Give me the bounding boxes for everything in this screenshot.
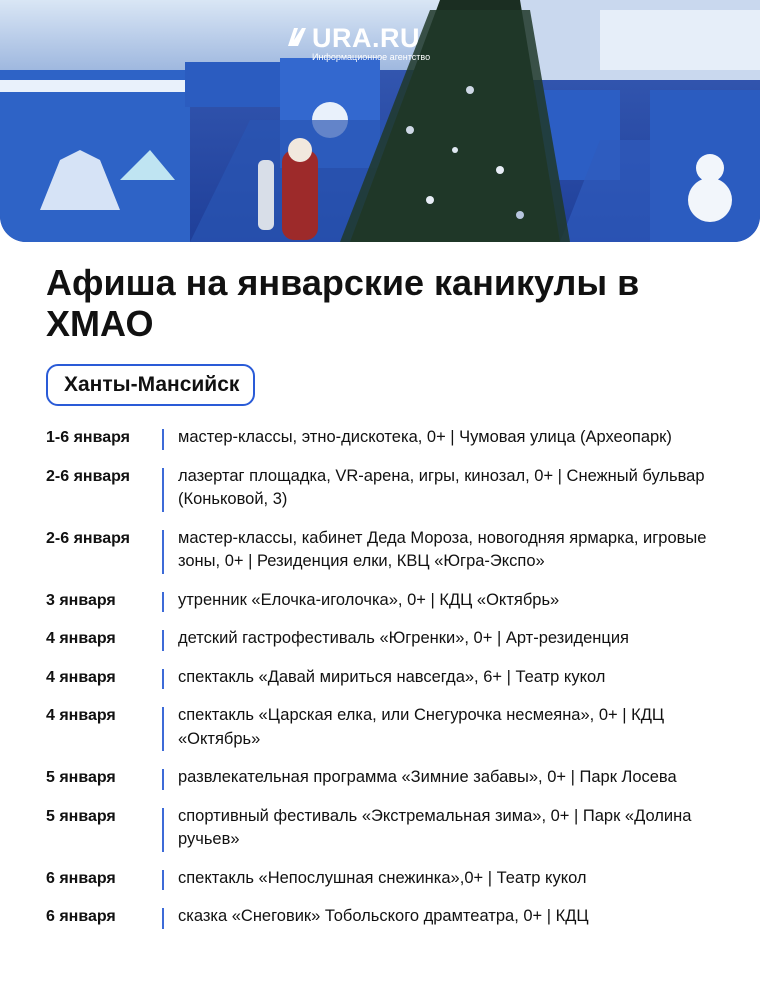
event-row (46, 589, 746, 613)
event-description: утренник «Елочка-иголочка», 0+ | КДЦ «Октябрь» (178, 590, 560, 609)
event-date: 4 января (46, 630, 116, 647)
event-row (46, 465, 746, 512)
event-separator (162, 592, 164, 613)
event-date: 3 января (46, 591, 116, 609)
event-description: спектакль «Царская елка, или Снегурочка несмеяна», 0+ | КДЦ «Октябрь» (178, 706, 665, 748)
event-row (46, 805, 746, 852)
event-description: детский гастрофестиваль «Югренки», 0+ | Арт-резиденция (178, 629, 629, 647)
page-title: Афиша на январские каникулы в ХМАО (46, 262, 640, 344)
event-date: 6 января (46, 908, 116, 925)
event-date: 4 января (46, 707, 116, 724)
event-separator (162, 908, 164, 929)
logo-name: URA.RU (312, 23, 420, 53)
event-description: лазертаг площадка, VR-арена, игры, кинозал, 0+ | Снежный бульвар (Коньковой, 3) (178, 466, 705, 508)
logo-subtitle: Информационное агентство (312, 52, 431, 62)
event-separator (162, 808, 164, 852)
event-description: спортивный фестиваль «Экстремальная зима», 0+ | Парк «Долина ручьев» (178, 806, 692, 848)
event-separator (162, 669, 164, 690)
event-separator (162, 870, 164, 891)
event-separator (162, 630, 164, 651)
event-separator (162, 769, 164, 790)
event-date: 1-6 января (46, 429, 130, 446)
event-row (46, 905, 746, 929)
event-description: сказка «Снеговик» Тобольского драмтеатра, 0+ | КДЦ (178, 907, 589, 925)
event-row (46, 527, 746, 574)
event-date: 2-6 января (46, 467, 130, 485)
event-list (46, 426, 746, 944)
event-date: 5 января (46, 769, 116, 786)
event-separator (162, 707, 164, 751)
event-separator (162, 530, 164, 574)
event-row (46, 666, 746, 690)
city-badge: Ханты-Мансийск (46, 364, 255, 406)
event-date: 6 января (46, 869, 116, 887)
event-date: 5 января (46, 807, 116, 825)
event-separator (162, 429, 164, 450)
event-row (46, 426, 746, 450)
event-description: развлекательная программа «Зимние забавы», 0+ | Парк Лосева (178, 768, 677, 786)
event-description: спектакль «Непослушная снежинка»,0+ | Театр кукол (178, 868, 587, 887)
event-row (46, 627, 746, 651)
ura-logo (286, 24, 430, 62)
event-date: 4 января (46, 668, 116, 686)
event-row (46, 704, 746, 751)
event-description: спектакль «Давай мириться навсегда», 6+ | Театр кукол (178, 667, 606, 686)
event-row (46, 766, 746, 790)
event-description: мастер-классы, этно-дискотека, 0+ | Чумовая улица (Археопарк) (178, 428, 672, 446)
event-date: 2-6 января (46, 529, 130, 547)
logo-text (312, 24, 430, 62)
event-description: мастер-классы, кабинет Деда Мороза, новогодняя ярмарка, игровые зоны, 0+ | Резиденция елки, КВЦ «Югра-Экспо» (178, 528, 707, 570)
event-row (46, 867, 746, 891)
logo-mark-icon (286, 26, 308, 48)
event-separator (162, 468, 164, 512)
